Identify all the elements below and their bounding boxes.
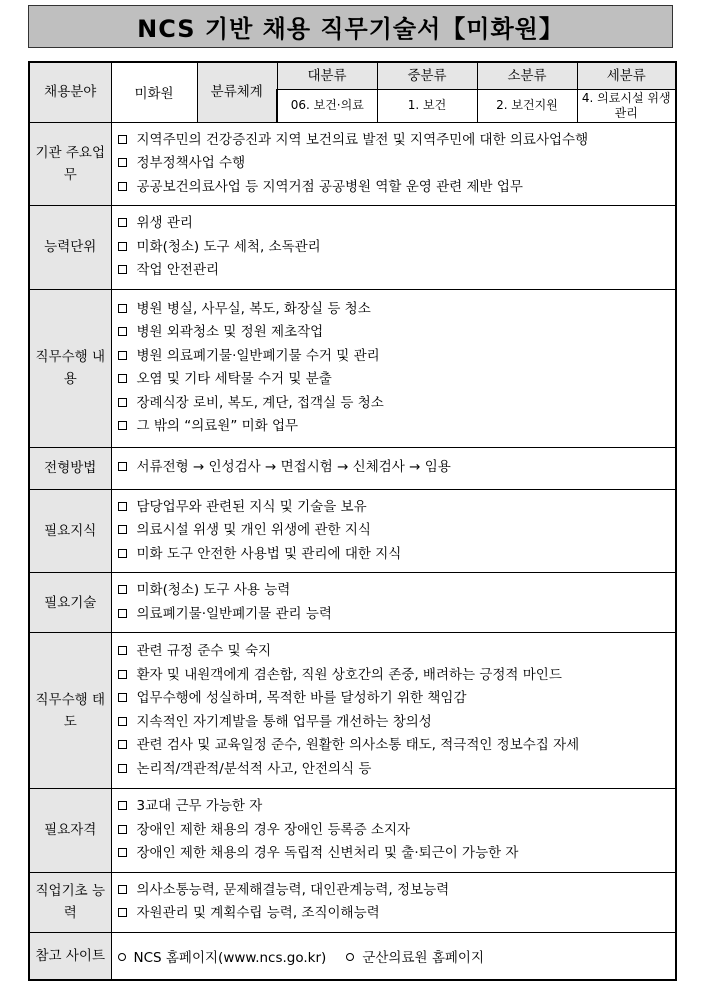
- section-item-text: 위생 관리: [136, 215, 193, 231]
- checkbox-bullet-icon: [118, 693, 127, 702]
- section-item-text: 관련 규정 준수 및 숙지: [136, 643, 272, 659]
- section-item: [118, 711, 676, 735]
- section-item-text: 지역주민의 건강증진과 지역 보건의료 발전 및 지역주민에 대한 의료사업수행: [136, 131, 589, 148]
- class-val-minor: 2. 보건지원: [477, 89, 577, 122]
- section-item: [118, 345, 676, 369]
- section-item-text: 그 밖의 “의료원” 미화 업무: [136, 418, 299, 434]
- checkbox-bullet-icon: [118, 646, 127, 655]
- section-item-text: 장애인 제한 채용의 경우 장애인 등록증 소지자: [136, 821, 411, 838]
- section-label: 직무수행 내용: [29, 289, 111, 447]
- section-item-text: 장애인 제한 채용의 경우 독립적 신변처리 및 출·퇴근이 가능한 자: [136, 845, 519, 861]
- section-item: [118, 819, 676, 843]
- class-col-middle: 중분류: [377, 62, 477, 89]
- reference-row: [29, 932, 676, 980]
- class-val-major: 06. 보건·의료: [277, 89, 377, 122]
- section-item: [118, 129, 676, 153]
- section-item-text: 관련 검사 및 교육일정 준수, 원활한 의사소통 태도, 적극적인 정보수집 자세: [136, 737, 580, 753]
- section-item: [118, 415, 676, 439]
- section-content: [111, 289, 676, 447]
- class-col-minor: 소분류: [477, 62, 577, 89]
- section-item: [118, 687, 676, 711]
- class-val-detail: 4. 의료시설 위생관리: [577, 89, 676, 122]
- section-item: [118, 236, 676, 260]
- section-item-text: 3교대 근무 가능한 자: [136, 798, 263, 814]
- section-item-text: 작업 안전관리: [136, 262, 220, 278]
- checkbox-bullet-icon: [118, 374, 127, 383]
- section-item-text: 의사소통능력, 문제해결능력, 대인관계능력, 정보능력: [136, 881, 450, 898]
- section-item-text: 미화(청소) 도구 사용 능력: [136, 582, 291, 598]
- checkbox-bullet-icon: [118, 848, 127, 857]
- section-label: 필요자격: [29, 789, 111, 873]
- section-item: [118, 758, 676, 782]
- section-row: [29, 789, 676, 873]
- checkbox-bullet-icon: [118, 398, 127, 407]
- section-item: [118, 519, 676, 543]
- section-label: 필요기술: [29, 573, 111, 633]
- section-content: [111, 633, 676, 789]
- checkbox-bullet-icon: [118, 908, 127, 917]
- section-item: [118, 321, 676, 345]
- section-item: [118, 664, 676, 688]
- class-col-major: 대분류: [277, 62, 377, 89]
- section-label: 기관 주요업무: [29, 122, 111, 206]
- section-item-text: 의료폐기물·일반폐기물 관리 능력: [136, 605, 332, 622]
- section-row: [29, 289, 676, 447]
- checkbox-bullet-icon: [118, 135, 127, 144]
- section-item: [118, 579, 676, 603]
- field-label: 채용분야: [29, 62, 111, 122]
- checkbox-bullet-icon: [118, 265, 127, 274]
- checkbox-bullet-icon: [118, 670, 127, 679]
- field-value: 미화원: [111, 62, 197, 122]
- checkbox-bullet-icon: [118, 585, 127, 594]
- section-item: [118, 902, 676, 926]
- section-item: [118, 298, 676, 322]
- section-item: [118, 212, 676, 236]
- checkbox-bullet-icon: [118, 549, 127, 558]
- section-item: [118, 543, 676, 567]
- job-description-table: [28, 61, 677, 981]
- checkbox-bullet-icon: [118, 825, 127, 834]
- section-item: [118, 368, 676, 392]
- checkbox-bullet-icon: [118, 421, 127, 430]
- section-content: [111, 573, 676, 633]
- section-item-text: 병원 의료폐기물·일반폐기물 수거 및 관리: [136, 347, 380, 364]
- section-item: [118, 842, 676, 866]
- section-content: [111, 206, 676, 290]
- checkbox-bullet-icon: [118, 304, 127, 313]
- checkbox-bullet-icon: [118, 885, 127, 894]
- checkbox-bullet-icon: [118, 351, 127, 360]
- section-item: [118, 734, 676, 758]
- section-item: [118, 176, 676, 200]
- reference-link[interactable]: NCS 홈페이지(www.ncs.go.kr): [133, 949, 327, 966]
- section-row: [29, 447, 676, 489]
- section-content: [111, 872, 676, 932]
- section-item-text: 미화(청소) 도구 세척, 소독관리: [136, 238, 321, 255]
- section-item: [118, 392, 676, 416]
- checkbox-bullet-icon: [118, 462, 127, 471]
- classification-label: 분류체계: [197, 62, 277, 122]
- checkbox-bullet-icon: [118, 502, 127, 511]
- section-item-text: 서류전형 → 인성검사 → 면접시험 → 신체검사 → 임용: [136, 459, 451, 476]
- section-content: [111, 789, 676, 873]
- checkbox-bullet-icon: [118, 525, 127, 534]
- section-item-text: 병원 병실, 사무실, 복도, 화장실 등 청소: [136, 300, 371, 317]
- section-label: 전형방법: [29, 447, 111, 489]
- section-row: [29, 206, 676, 290]
- checkbox-bullet-icon: [118, 717, 127, 726]
- section-item-text: 장례식장 로비, 복도, 계단, 접객실 등 청소: [136, 394, 384, 411]
- checkbox-bullet-icon: [118, 609, 127, 618]
- section-item: [118, 456, 676, 480]
- section-item-text: 지속적인 자기계발을 통해 업무를 개선하는 창의성: [136, 713, 432, 730]
- section-content: [111, 122, 676, 206]
- section-item-text: 담당업무와 관련된 지식 및 기술을 보유: [136, 498, 367, 515]
- section-item-text: 논리적/객관적/분석적 사고, 안전의식 등: [136, 760, 372, 777]
- section-row: [29, 633, 676, 789]
- section-content: [111, 447, 676, 489]
- section-item: [118, 259, 676, 283]
- checkbox-bullet-icon: [118, 740, 127, 749]
- class-col-detail: 세분류: [577, 62, 676, 89]
- section-item-text: 미화 도구 안전한 사용법 및 관리에 대한 지식: [136, 545, 402, 562]
- section-content: [111, 489, 676, 573]
- document-title: NCS 기반 채용 직무기술서【미화원】: [28, 5, 673, 48]
- section-item: [118, 496, 676, 520]
- section-row: [29, 872, 676, 932]
- section-item-text: 업무수행에 성실하며, 목적한 바를 달성하기 위한 책임감: [136, 690, 467, 706]
- section-item: [118, 603, 676, 627]
- checkbox-bullet-icon: [118, 327, 127, 336]
- checkbox-bullet-icon: [118, 182, 127, 191]
- checkbox-bullet-icon: [118, 801, 127, 810]
- section-row: [29, 573, 676, 633]
- circle-bullet-icon: [346, 953, 354, 961]
- checkbox-bullet-icon: [118, 158, 127, 167]
- reference-label: 참고 사이트: [29, 932, 111, 980]
- section-label: 직무수행 태도: [29, 633, 111, 789]
- section-item-text: 자원관리 및 계획수립 능력, 조직이해능력: [136, 905, 380, 921]
- section-item-text: 공공보건의료사업 등 지역거점 공공병원 역할 운영 관련 제반 업무: [136, 178, 523, 195]
- section-item: [118, 879, 676, 903]
- section-item: [118, 795, 676, 819]
- checkbox-bullet-icon: [118, 242, 127, 251]
- section-row: [29, 489, 676, 573]
- section-item: [118, 152, 676, 176]
- section-item-text: 오염 및 기타 세탁물 수거 및 분출: [136, 371, 332, 387]
- reference-link[interactable]: 군산의료원 홈페이지: [362, 949, 484, 966]
- section-label: 필요지식: [29, 489, 111, 573]
- section-item: [118, 640, 676, 664]
- section-label: 직업기초 능력: [29, 872, 111, 932]
- section-item-text: 의료시설 위생 및 개인 위생에 관한 지식: [136, 522, 371, 538]
- section-item-text: 병원 외곽청소 및 정원 제초작업: [136, 324, 324, 340]
- section-row: [29, 122, 676, 206]
- circle-bullet-icon: [118, 953, 126, 961]
- checkbox-bullet-icon: [118, 218, 127, 227]
- reference-content: [111, 932, 676, 980]
- section-item-text: 환자 및 내원객에게 겸손함, 직원 상호간의 존중, 배려하는 긍정적 마인드: [136, 666, 562, 683]
- class-val-middle: 1. 보건: [377, 89, 477, 122]
- section-label: 능력단위: [29, 206, 111, 290]
- checkbox-bullet-icon: [118, 764, 127, 773]
- section-item-text: 정부정책사업 수행: [136, 155, 246, 171]
